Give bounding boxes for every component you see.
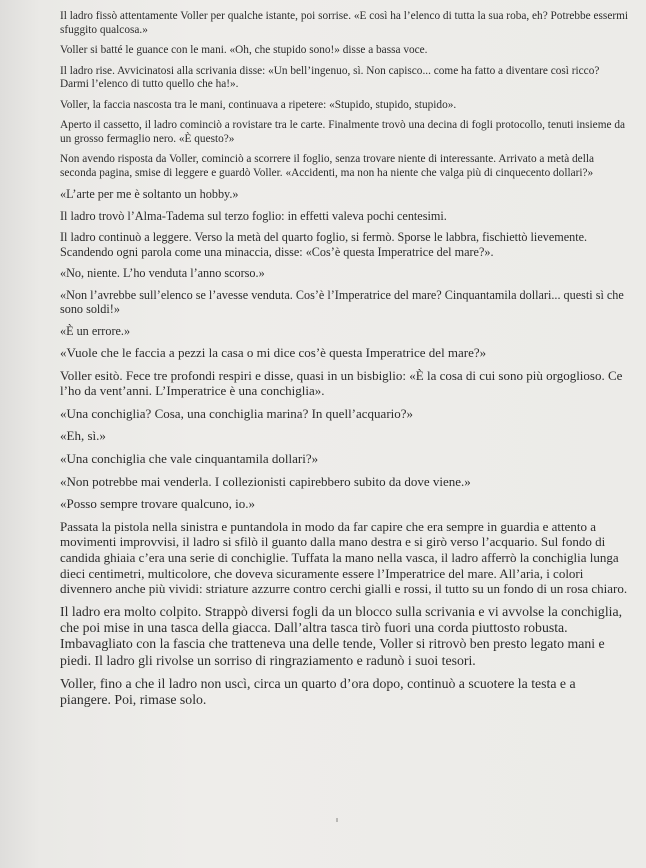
paragraph: Il ladro era molto colpito. Strappò diversi fogli da un blocco sulla scrivania e vi avvolse la conchiglia, che poi mise in una tasca della giacca. Dall’altra tasca tirò fuori una corda piuttosto robusta. Imbavagliato con la fascia che tratteneva una delle tende, Voller si ritrovò ben presto legato mani e piedi. Il ladro gli rivolse un sorriso di ringraziamento e radunò i suoi tesori. (60, 603, 623, 668)
paragraph: Il ladro fissò attentamente Voller per qualche istante, poi sorrise. «E così ha l’elenco di tutta la sua roba, eh? Potrebbe essermi sfuggito qualcosa.» (60, 10, 629, 36)
paragraph: Aperto il cassetto, il ladro cominciò a rovistare tra le carte. Finalmente trovò una decina di fogli protocollo, tenuti insieme da un grosso fermaglio nero. «È questo?» (60, 119, 625, 145)
paragraph: Il ladro trovò l’Alma-Tadema sul terzo foglio: in effetti valeva pochi centesimi. (60, 208, 447, 223)
paragraph: «Eh, sì.» (60, 428, 106, 444)
paragraph: Voller, fino a che il ladro non uscì, circa un quarto d’ora dopo, continuò a scuotere la testa e a piangere. Poi, rimase solo. (60, 675, 576, 708)
paragraph: «No, niente. L’ho venduta l’anno scorso.» (60, 266, 265, 280)
paragraph: «Una conchiglia? Cosa, una conchiglia marina? In quell’acquario?» (60, 405, 414, 421)
paragraph: Non avendo risposta da Voller, cominciò a scorrere il foglio, senza trovare niente di interessante. Arrivato a metà della seconda pagina, smise di leggere e guardò Voller. «Accidenti, ma non ha niente che valga più di cinquecento dollari?» (60, 153, 594, 179)
paragraph: «Una conchiglia che vale cinquantamila dollari?» (60, 450, 319, 466)
paragraph: «Non potrebbe mai venderla. I collezionisti capirebbero subito da dove viene.» (60, 473, 471, 489)
paragraph: Voller si batté le guance con le mani. «Oh, che stupido sono!» disse a bassa voce. (60, 44, 428, 56)
paragraph: «È un errore.» (60, 323, 131, 338)
paragraph: «Posso sempre trovare qualcuno, io.» (60, 496, 255, 512)
paragraph: «Non l’avrebbe sull’elenco se l’avesse venduta. Cos’è l’Imperatrice del mare? Cinquantamila dollari... questi sì che sono soldi!» (60, 287, 624, 316)
paragraph: «Vuole che le faccia a pezzi la casa o mi dice cos’è questa Imperatrice del mare?» (60, 345, 487, 360)
paragraph: Passata la pistola nella sinistra e puntandola in modo da far capire che era sempre in guardia e attento a movimenti improvvisi, il ladro si sfilò il guanto dalla mano destra e si girò verso l’acquario. Sul fondo di candida ghiaia c’era una serie di conchiglie. Tuffata la mano nella vasca, il ladro afferrò la conchiglia lunga dieci centimetri, multicolore, che doveva sicuramente essere l’Imperatrice del mare. All’aria, i colori divennero anche più vividi: striature azzurre contro cerchi gialli e rossi, il tutto su un fondo di un rosa chiaro. (60, 518, 628, 597)
paragraph: Il ladro continuò a leggere. Verso la metà del quarto foglio, si fermò. Sporse le labbra, fischiettò lievemente. Scandendo ogni parola come una minaccia, disse: «Cos’è questa Imperatrice del mare?». (60, 230, 588, 259)
paragraph: Voller esitò. Fece tre profondi respiri e disse, quasi in un bisbiglio: «È la cosa di cui sono più orgoglioso. Ce l’ho da vent’anni. L’Imperatrice è una conchiglia». (60, 367, 623, 399)
paragraph: Il ladro rise. Avvicinatosi alla scrivania disse: «Un bell’ingenuo, sì. Non capisco... come ha fatto a diventare così ricco? Darmi l’elenco di tutto quello che ha!». (60, 64, 600, 90)
scan-speck (336, 818, 338, 822)
paragraph: «L’arte per me è soltanto un hobby.» (60, 187, 239, 201)
story-text (60, 10, 630, 716)
paragraph: Voller, la faccia nascosta tra le mani, continuava a ripetere: «Stupido, stupido, stupido». (60, 98, 457, 111)
